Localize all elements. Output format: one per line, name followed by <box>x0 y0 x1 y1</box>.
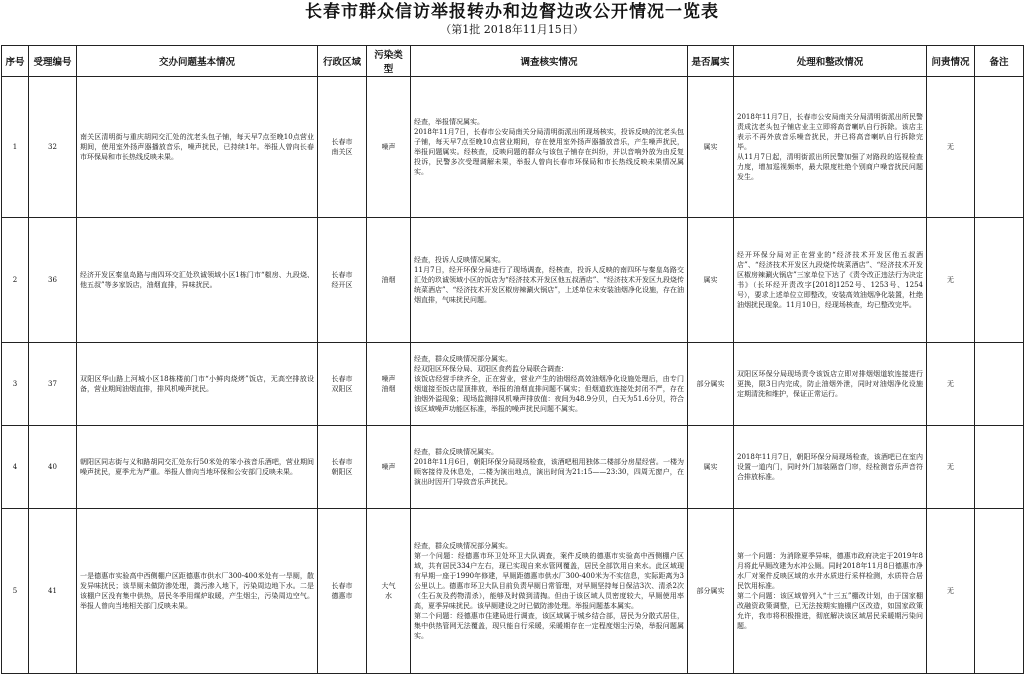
table-header-row <box>2 46 1024 77</box>
table-row <box>2 426 1024 509</box>
cell-handling: 双阳区环保分局现场责令该饭店立即对排烟烟道软连接进行更换，限3日内完成，防止油烟外泄，同时对油烟净化设施定期清洗和维护，保证正常运行。 <box>734 343 927 426</box>
table-row <box>2 509 1024 674</box>
cell-no: 4 <box>2 426 29 509</box>
document-title: 长春市群众信访举报转办和边督边改公开情况一览表 <box>305 2 719 22</box>
cell-remark <box>975 77 1024 218</box>
cell-handling: 2018年11月7日，朝阳环保分局现场检查，该酒吧已在室内设置一道内门，同时外门加装隔音门帘，经检测音乐声音符合排放标准。 <box>734 426 927 509</box>
cell-investigation: 经查，群众反映情况属实。 2018年11月6日，朝阳环保分局现场检查，该酒吧租用独体二楼部分房屋经营。一楼为顾客接待及休息处，二楼为演出地点，演出时间为21:15——23:30，四周无窗户，在演出时因开门导致音乐声扰民。 <box>411 426 688 509</box>
cell-accountability: 无 <box>927 77 975 218</box>
cell-type: 噪声 <box>367 77 411 218</box>
cell-id: 36 <box>29 218 77 343</box>
column-header-type: 污染类型 <box>367 46 411 77</box>
table-row <box>2 343 1024 426</box>
cell-no: 1 <box>2 77 29 218</box>
cell-remark <box>975 509 1024 674</box>
column-header-no: 序号 <box>2 46 29 77</box>
cell-type: 大气 水 <box>367 509 411 674</box>
cell-issue: 经济开发区秦皇岛路与南四环交汇处玖诚领域小区1栋门市“椒房、九段烧、他五叔”等多家饭店，油烟直排，异味扰民。 <box>77 218 318 343</box>
cell-issue: 双阳区华山路上河城小区18栋楼前门市“小鲜肉烧烤”饭店，无高空排放设备，营业期间油烟直排，排风机噪声扰民。 <box>77 343 318 426</box>
cell-no: 3 <box>2 343 29 426</box>
cell-type: 噪声 油烟 <box>367 343 411 426</box>
cell-investigation: 经查，举报情况属实。 2018年11月7日，长春市公安局南关分局清明街派出所现场核实，投诉反映的沈老头包子铺，每天早7点至晚10点营业期间，存在使用室外扬声器播放音乐，产生噪声扰民，举报问题属实。经核查，反映问题的群众与该包子铺存在纠纷，并以音响外放为由反复投诉，民警多次受理调解未果，举报人曾向长春市环保局和市长热线反映未果情况属实。 <box>411 77 688 218</box>
cell-id: 41 <box>29 509 77 674</box>
complaints-table <box>1 45 1024 674</box>
cell-verified: 属实 <box>688 77 734 218</box>
column-header-issue: 交办问题基本情况 <box>77 46 318 77</box>
cell-no: 5 <box>2 509 29 674</box>
column-header-investigation: 调查核实情况 <box>411 46 688 77</box>
cell-accountability: 无 <box>927 218 975 343</box>
cell-remark <box>975 426 1024 509</box>
cell-remark <box>975 218 1024 343</box>
cell-verified: 属实 <box>688 426 734 509</box>
cell-issue: 南关区清明街与重庆胡同交汇处的沈老头包子铺，每天早7点至晚10点营业期间，使用室外扬声器播放音乐，噪声扰民，已持续1年。举报人曾向长春市环保局和市长热线反映未果。 <box>77 77 318 218</box>
table-row <box>2 77 1024 218</box>
cell-district: 长春市 德惠市 <box>318 509 367 674</box>
column-header-handling: 处理和整改情况 <box>734 46 927 77</box>
column-header-district: 行政区域 <box>318 46 367 77</box>
cell-district: 长春市 经开区 <box>318 218 367 343</box>
column-header-verified: 是否属实 <box>688 46 734 77</box>
cell-issue: 一是德惠市实验高中西侧棚户区距德惠市供水厂300-400米处有一旱厕，散发异味扰民；该旱厕未做防渗处理，粪污渗入地下，污染周边地下水。二是该棚户区没有集中供热，居民冬季用煤炉取暖，产生烟尘，污染周边空气。举报人曾向当地相关部门反映未果。 <box>77 509 318 674</box>
cell-issue: 朝阳区同志街与义和路胡同交汇处东行50米处的笨小孩音乐酒吧，营业期间噪声扰民，夏季尤为严重。举报人曾向当地环保和公安部门反映未果。 <box>77 426 318 509</box>
cell-accountability: 无 <box>927 426 975 509</box>
cell-handling: 2018年11月7日，长春市公安局南关分局清明街派出所民警责成沈老头包子铺店业主立即将高音喇叭自行拆除。该店主表示不再外放音乐噪音扰民，并已将高音喇叭自行拆除完毕。 从11月7日起，清明街派出所民警加强了对路段的巡视检查力度，增加巡视频率，最大限度杜绝个别商户噪音扰民问题发生。 <box>734 77 927 218</box>
column-header-accountability: 问责情况 <box>927 46 975 77</box>
cell-investigation: 经查，投诉人反映情况属实。 11月7日，经开环保分局进行了现场调查，经核查，投诉人反映的南四环与秦皇岛路交汇处的玖诚领域小区的饭店为“经济技术开发区他五叔酒店”、“经济技术开发区九段烧传统菜酒店”、“经济技术开发区椒房辣涮火锅店”，上述单位未安装油烟净化设施，存在油烟直排，气味扰民问题。 <box>411 218 688 343</box>
cell-id: 32 <box>29 77 77 218</box>
cell-no: 2 <box>2 218 29 343</box>
column-header-remark: 备注 <box>975 46 1024 77</box>
cell-verified: 部分属实 <box>688 509 734 674</box>
cell-remark <box>975 343 1024 426</box>
cell-handling: 第一个问题：为消除夏季异味，德惠市政府决定于2019年8月将此早厕改建为水冲公厕。同时2018年11月8日德惠市净水厂对案件反映区域的水井水质进行采样检测，水质符合居民饮用标准。 第二个问题：该区域曾列入“十三五”棚改计划，由于国家棚改融资政策调整，已无法按期实施棚户区改造，如国家政策允许，我市将积极推进，彻底解决该区域居民采暖期污染问题。 <box>734 509 927 674</box>
cell-district: 长春市 南关区 <box>318 77 367 218</box>
cell-accountability: 无 <box>927 343 975 426</box>
cell-investigation: 经查，群众反映情况部分属实。 第一个问题：经德惠市环卫处环卫大队调查，案件反映的德惠市实验高中西侧棚户区域，共有居民334户左右，现已实现自来水管网覆盖，居民全部饮用自来水。此区域现有早期一座于1990年修建，早厕距德惠市供水厂300-400米为不实信息，实际距离为3公里以上。德惠市环卫大队目前负责早厕日常管理，对早厕坚持每日保洁3次、清杀2次（生石灰及药物清杀），能够及时做到清掏。但由于该区域人员密度较大，早厕使用率高，夏季异味扰民。该早厕建设之时已做防渗处理。举报问题基本属实。 第二个问题：经德惠市住建局进行调查，该区域属于城乡结合部，居民为分散式居住，集中供热管网无法覆盖，现只能自行采暖，采暖期存在一定程度烟尘污染，举报问题属实。 <box>411 509 688 674</box>
cell-type: 噪声 <box>367 426 411 509</box>
document-subtitle: （第1批 2018年11月15日） <box>440 23 584 36</box>
cell-district: 长春市 双阳区 <box>318 343 367 426</box>
cell-handling: 经开环保分局对正在营业的“经济技术开发区他五叔酒店”、“经济技术开发区九段烧传统菜酒店”、“经济技术开发区椒房辣涮火锅店”三家单位下达了《责令改正违法行为决定书》（长环经开责改字[2018]1252号、1253号、1254号），要求上述单位立即整改，安装高效油烟净化装置，杜绝油烟扰民现象。11月10日，经现场核查，均已整改完毕。 <box>734 218 927 343</box>
cell-accountability: 无 <box>927 509 975 674</box>
cell-verified: 属实 <box>688 218 734 343</box>
cell-district: 长春市 朝阳区 <box>318 426 367 509</box>
cell-type: 油烟 <box>367 218 411 343</box>
cell-investigation: 经查，群众反映情况部分属实。 经双阳区环保分局、双阳区食药监分局联合调查： 该饭店经营手续齐全，正在营业，营业产生的油烟经高效油烟净化设施处理后，由专门烟道接至饭店屋顶排放，举报的油烟直排问题不属实；但烟道软连接处封闭不严，存在油烟外溢现象；现场监测排风机噪声排放值：夜间为48.9分贝，白天为51.6分贝，符合该区域噪声功能区标准，举报的噪声扰民问题不属实。 <box>411 343 688 426</box>
column-header-id: 受理编号 <box>29 46 77 77</box>
table-row <box>2 218 1024 343</box>
cell-id: 37 <box>29 343 77 426</box>
cell-id: 40 <box>29 426 77 509</box>
cell-verified: 部分属实 <box>688 343 734 426</box>
